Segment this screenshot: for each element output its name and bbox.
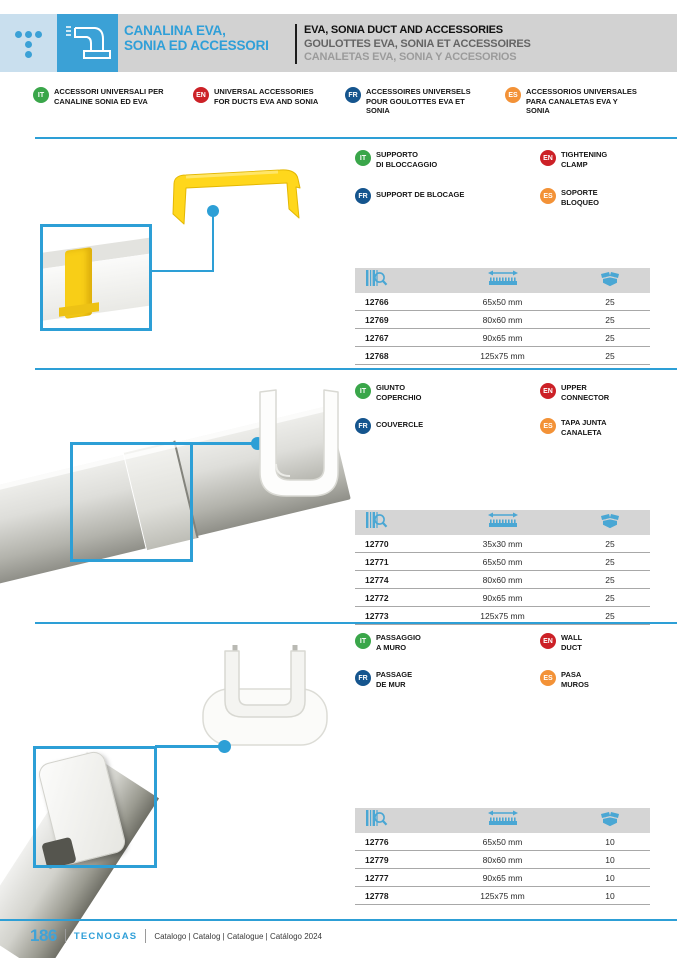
label-fr-s2: COUVERCLE [376, 420, 424, 429]
spec-table-wall-duct [355, 808, 650, 905]
table-row: 12774 80x60 mm 25 [355, 571, 650, 589]
spec-table-upper-connector [355, 510, 650, 625]
es-badge-s1: ES [540, 188, 556, 204]
table-row: 12770 35x30 mm 25 [355, 535, 650, 553]
label-it-s1: SUPPORTO DI BLOCCAGGIO [376, 150, 438, 169]
label-es-s3: PASA MUROS [561, 670, 589, 689]
pack-quantity-box-icon [598, 809, 622, 828]
intro-text-es: ACCESSORIOS UNIVERSALES PARA CANALETAS EVA Y SONIA [526, 87, 637, 115]
subtitle-french: GOULOTTES EVA, SONIA ET ACCESSOIRES [304, 37, 531, 50]
label-it-s2: GIUNTO COPERCHIO [376, 383, 422, 402]
footer-separator [65, 929, 66, 943]
section-divider-1 [35, 137, 677, 139]
en-badge-s2: EN [540, 383, 556, 399]
table-row: 12766 65x50 mm 25 [355, 293, 650, 311]
it-language-badge: IT [33, 87, 49, 103]
fr-badge-s1: FR [355, 188, 371, 204]
table-header-row [355, 510, 650, 535]
intro-text-fr: ACCESSOIRES UNIVERSELS POUR GOULOTTES EVA ET SONIA [366, 87, 471, 115]
table-row: 12777 90x65 mm 10 [355, 869, 650, 887]
table-header-row [355, 808, 650, 833]
label-it-s3: PASSAGGIO A MURO [376, 633, 421, 652]
subtitle-spanish: CANALETAS EVA, SONIA Y ACCESORIOS [304, 51, 517, 63]
it-badge-s2: IT [355, 383, 371, 399]
table-row: 12769 80x60 mm 25 [355, 311, 650, 329]
header-band [0, 14, 677, 72]
table-row: 12779 80x60 mm 10 [355, 851, 650, 869]
es-badge-s2: ES [540, 418, 556, 434]
table-header-row [355, 268, 650, 293]
callout-line-vertical-1 [212, 216, 214, 272]
label-es-s1: SOPORTE BLOQUEO [561, 188, 599, 207]
product-code-search-icon [365, 269, 389, 287]
es-badge-s3: ES [540, 670, 556, 686]
it-badge-s1: IT [355, 150, 371, 166]
tecnogas-logo-tile [0, 14, 57, 72]
label-en-s3: WALL DUCT [561, 633, 583, 652]
joint-highlight-box [70, 442, 193, 562]
table-row: 12767 90x65 mm 25 [355, 329, 650, 347]
product-code-search-icon [365, 809, 389, 827]
label-en-s1: TIGHTENING CLAMP [561, 150, 608, 169]
table-row: 12778 125x75 mm 10 [355, 887, 650, 905]
en-badge-s1: EN [540, 150, 556, 166]
es-language-badge: ES [505, 87, 521, 103]
header-subtitles [304, 24, 531, 65]
upper-connector-product-image [254, 388, 342, 508]
page-title-line2: SONIA ED ACCESSORI [124, 38, 269, 53]
label-es-s2: TAPA JUNTA CANALETA [561, 418, 607, 437]
duct-elbow-icon [65, 19, 113, 67]
label-en-s2: UPPER CONNECTOR [561, 383, 610, 402]
section-divider-3 [35, 622, 677, 624]
fr-badge-s3: FR [355, 670, 371, 686]
table-row: 12771 65x50 mm 25 [355, 553, 650, 571]
header-divider [295, 24, 297, 64]
table-row: 12773 125x75 mm 25 [355, 607, 650, 625]
intro-text-en: UNIVERSAL ACCESSORIES FOR DUCTS EVA AND SONIA [214, 87, 319, 106]
table-row: 12776 65x50 mm 10 [355, 833, 650, 851]
callout-dot-1 [207, 205, 219, 217]
en-badge-s3: EN [540, 633, 556, 649]
intro-text-it: ACCESSORI UNIVERSALI PER CANALINE SONIA ED EVA [54, 87, 164, 106]
spec-table-tightening-clamp [355, 268, 650, 365]
dimensions-ruler-icon [487, 512, 519, 528]
wall-duct-highlight-box [33, 746, 157, 868]
page-title-line1: CANALINA EVA, [124, 23, 226, 38]
product-code-search-icon [365, 511, 389, 529]
table-row: 12772 90x65 mm 25 [355, 589, 650, 607]
label-fr-s1: SUPPORT DE BLOCAGE [376, 190, 465, 199]
footer-separator [145, 929, 146, 943]
tightening-clamp-product-image [158, 166, 318, 236]
catalog-label: Catalogo | Catalog | Catalogue | Catálogo 2024 [154, 931, 322, 941]
en-language-badge: EN [193, 87, 209, 103]
page-number: 186 [30, 926, 57, 945]
dimensions-ruler-icon [487, 270, 519, 286]
pack-quantity-box-icon [598, 269, 622, 288]
fr-badge-s2: FR [355, 418, 371, 434]
table-row: 12768 125x75 mm 25 [355, 347, 650, 365]
clamp-application-photo [40, 224, 152, 331]
section-divider-2 [35, 368, 677, 370]
brand-name: TECNOGAS [73, 930, 138, 942]
label-fr-s3: PASSAGE DE MUR [376, 670, 413, 689]
pack-quantity-box-icon [598, 511, 622, 530]
wall-duct-product-image [195, 643, 335, 753]
fr-language-badge: FR [345, 87, 361, 103]
page-title [124, 23, 269, 53]
subtitle-english: EVA, SONIA DUCT AND ACCESSORIES [304, 24, 503, 36]
callout-line-horizontal-2 [190, 442, 252, 445]
callout-line-horizontal-3 [155, 745, 219, 748]
callout-dot-3 [218, 740, 231, 753]
it-badge-s3: IT [355, 633, 371, 649]
callout-line-horizontal-1 [152, 270, 214, 272]
category-icon-tile [57, 14, 118, 72]
footer-rule [0, 919, 677, 921]
footer [30, 926, 322, 946]
dimensions-ruler-icon [487, 810, 519, 826]
